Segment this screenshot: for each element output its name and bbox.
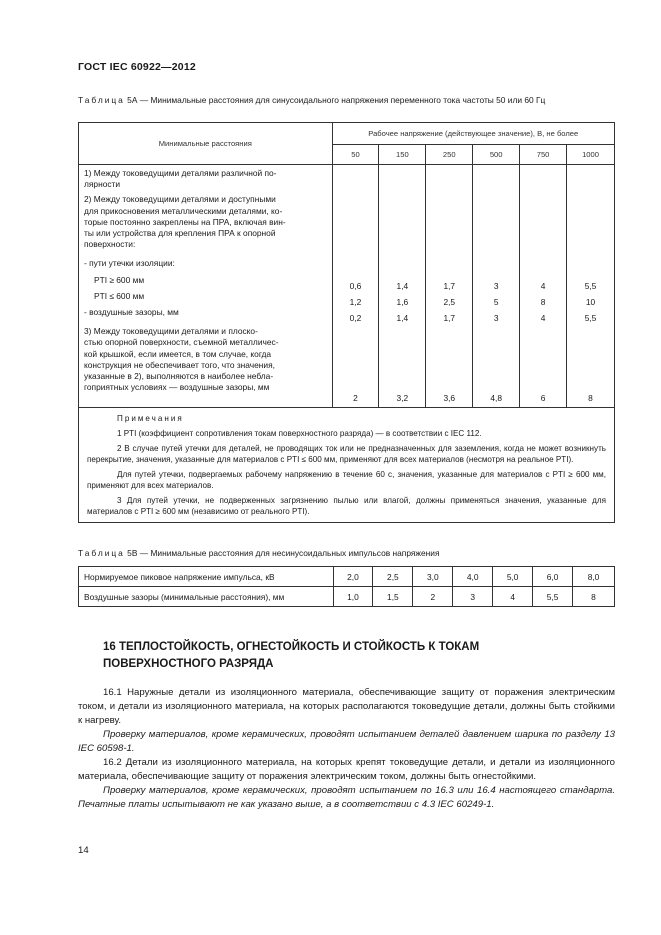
value-cell: 3,6	[443, 393, 456, 403]
value-cell: 5	[493, 297, 499, 307]
value-cell: 1,5	[373, 587, 413, 607]
value-cell: 1,7	[443, 313, 456, 323]
desc-line: лярности	[84, 179, 121, 190]
value-cell: 5,5	[533, 587, 573, 607]
value-cell: 4	[540, 313, 546, 323]
note-item: 1 PTI (коэффициент сопротивления токам поверхностного разряда) — в соответствии с IEC 112.	[117, 429, 482, 438]
value-cell: 6	[540, 393, 546, 403]
value-cell: 3,0	[413, 567, 453, 587]
section-title-line: 16 ТЕПЛОСТОЙКОСТЬ, ОГНЕСТОЙКОСТЬ И СТОЙКОСТЬ К ТОКАМ	[103, 641, 480, 653]
notes-heading: Примечания	[117, 414, 184, 423]
value-column	[332, 165, 379, 408]
section-title-line: ПОВЕРХНОСТНОГО РАЗРЯДА	[103, 658, 274, 670]
value-cell: 5,5	[584, 281, 597, 291]
value-cell: 8	[588, 393, 593, 403]
paragraph-check: Проверку материалов, кроме керамических, проводят испытанием деталей давлением шарика по разделу 13 IEC 60598-1.	[78, 729, 615, 754]
desc-line: кой крышкой, если имеется, в том случае, когда	[84, 348, 272, 359]
value-cell: 1,2	[349, 297, 362, 307]
paragraph: 16.2 Детали из изоляционного материала, на которых крепят токоведущие детали, и детали из изоляционного материала, обеспечивающие защиту от поражения электрическим током, должны быть огнестойкими.	[78, 757, 615, 782]
col-header-voltage: Рабочее напряжение (действующее значение), В, не более	[332, 123, 614, 145]
table-label: Таблица	[78, 95, 125, 105]
value-cell: 2	[353, 393, 358, 403]
value-cell: 3	[493, 281, 499, 291]
value-column	[567, 165, 615, 408]
value-cell: 2,5	[443, 297, 456, 307]
document-header: ГОСТ IEC 60922—2012	[78, 61, 196, 73]
table-notes	[79, 408, 615, 523]
distances-description	[79, 165, 333, 408]
voltage-header: 250	[426, 145, 473, 165]
table-row	[79, 567, 615, 587]
page-number: 14	[78, 845, 89, 856]
note-item: 3 Для путей утечки, не подверженных загрязнению пылью или влагой, должны применяться значения, указанные для материалов с PTI ≥ 600 мм (независимо от реального PTI).	[87, 496, 606, 516]
table-title: 5В — Минимальные расстояния для несинусоидальных импульсов напряжения	[124, 548, 440, 558]
desc-line: торые постоянно закреплены на ПРА, включая вин-	[84, 216, 286, 227]
note-item: 2 В случае путей утечки для деталей, не проводящих ток или не предназначенных для заземления, когда не может возникнуть перекрытие, значения, указанные для материалов с PTI ≤ 600 мм, применяют для всех материалов (несмотря на реальное PTI).	[87, 444, 606, 464]
value-cell: 4,8	[490, 393, 502, 403]
desc-line: - пути утечки изоляции:	[84, 258, 175, 269]
section-body	[78, 686, 615, 812]
value-cell: 4	[493, 587, 533, 607]
table-5b	[78, 566, 615, 607]
value-cell: 8,0	[573, 567, 615, 587]
value-cell: 4	[540, 281, 546, 291]
value-cell: 1,4	[396, 313, 409, 323]
table-5a-caption	[78, 94, 618, 106]
value-cell: 2,5	[373, 567, 413, 587]
desc-line: 2) Между токоведущими деталями и доступными	[84, 194, 276, 205]
row-label: Нормируемое пиковое напряжение импульса, кВ	[79, 567, 334, 587]
desc-line: 1) Между токоведущими деталями различной по-	[84, 168, 277, 178]
voltage-header: 150	[379, 145, 426, 165]
table-5a	[78, 122, 615, 523]
value-cell: 5,0	[493, 567, 533, 587]
desc-line: PTI ≤ 600 мм	[94, 290, 145, 301]
value-cell: 1,6	[396, 297, 409, 307]
value-column	[520, 165, 567, 408]
voltage-header: 500	[473, 145, 520, 165]
value-cell: 1,4	[396, 281, 409, 291]
row-label: Воздушные зазоры (минимальные расстояния), мм	[79, 587, 334, 607]
desc-line: указанные в 2), выполняются в наиболее небла-	[84, 371, 274, 382]
desc-line: гоприятных условиях — воздушные зазоры, мм	[84, 382, 270, 393]
table-label: Таблица	[78, 548, 125, 558]
desc-line: ты или устройства для крепления ПРА к опорной	[84, 228, 276, 239]
table-row	[79, 587, 615, 607]
value-cell: 8	[540, 297, 546, 307]
desc-line: - воздушные зазоры, мм	[84, 307, 179, 318]
voltage-header: 750	[520, 145, 567, 165]
value-cell: 6,0	[533, 567, 573, 587]
desc-line: для прикосновения металлическими деталями, ко-	[84, 205, 283, 216]
value-cell: 0,6	[349, 281, 362, 291]
value-cell: 3	[493, 313, 499, 323]
value-cell: 2,0	[333, 567, 373, 587]
value-column	[426, 165, 473, 408]
value-cell: 10	[585, 297, 596, 307]
voltage-header: 1000	[567, 145, 615, 165]
value-column	[473, 165, 520, 408]
value-cell: 3	[453, 587, 493, 607]
paragraph-check: Проверку материалов, кроме керамических, проводят испытанием по 16.3 или 16.4 настоящего стандарта. Печатные платы испытывают не как указано выше, а в соответствии с 4.3 IEC 60249-1.	[78, 785, 615, 810]
value-column	[379, 165, 426, 408]
col-header-distances: Минимальные расстояния	[79, 123, 333, 165]
table-title: 5А — Минимальные расстояния для синусоидального напряжения переменного тока частоты 50 или 60 Гц	[124, 95, 546, 105]
value-cell: 5,5	[584, 313, 597, 323]
desc-line: 3) Между токоведущими деталями и плоско-	[84, 326, 258, 337]
table-5b-caption	[78, 547, 440, 559]
desc-line: конструкция не обеспечивает того, что значения,	[84, 359, 275, 370]
paragraph: 16.1 Наружные детали из изоляционного материала, обеспечивающие защиту от поражения электрическим током, и детали из изоляционного материала, на которых располагаются токоведущие детали, должны быть стойкими к нагреву.	[78, 687, 615, 726]
section-title	[103, 639, 479, 673]
voltage-header: 50	[332, 145, 379, 165]
desc-line: поверхности:	[84, 239, 136, 250]
value-cell: 1,0	[333, 587, 373, 607]
value-cell: 8	[573, 587, 615, 607]
value-cell: 3,2	[396, 393, 409, 403]
note-item: Для путей утечки, подвергаемых рабочему напряжению в течение 60 с, значения, указанные для материалов с PTI ≥ 600 мм, применяют для всех материалов.	[87, 470, 606, 490]
value-cell: 2	[413, 587, 453, 607]
desc-line: PTI ≥ 600 мм	[94, 274, 145, 285]
desc-line: стью опорной поверхности, съемной металличес-	[84, 337, 279, 348]
value-cell: 0,2	[349, 313, 362, 323]
value-cell: 4,0	[453, 567, 493, 587]
value-cell: 1,7	[443, 281, 456, 291]
